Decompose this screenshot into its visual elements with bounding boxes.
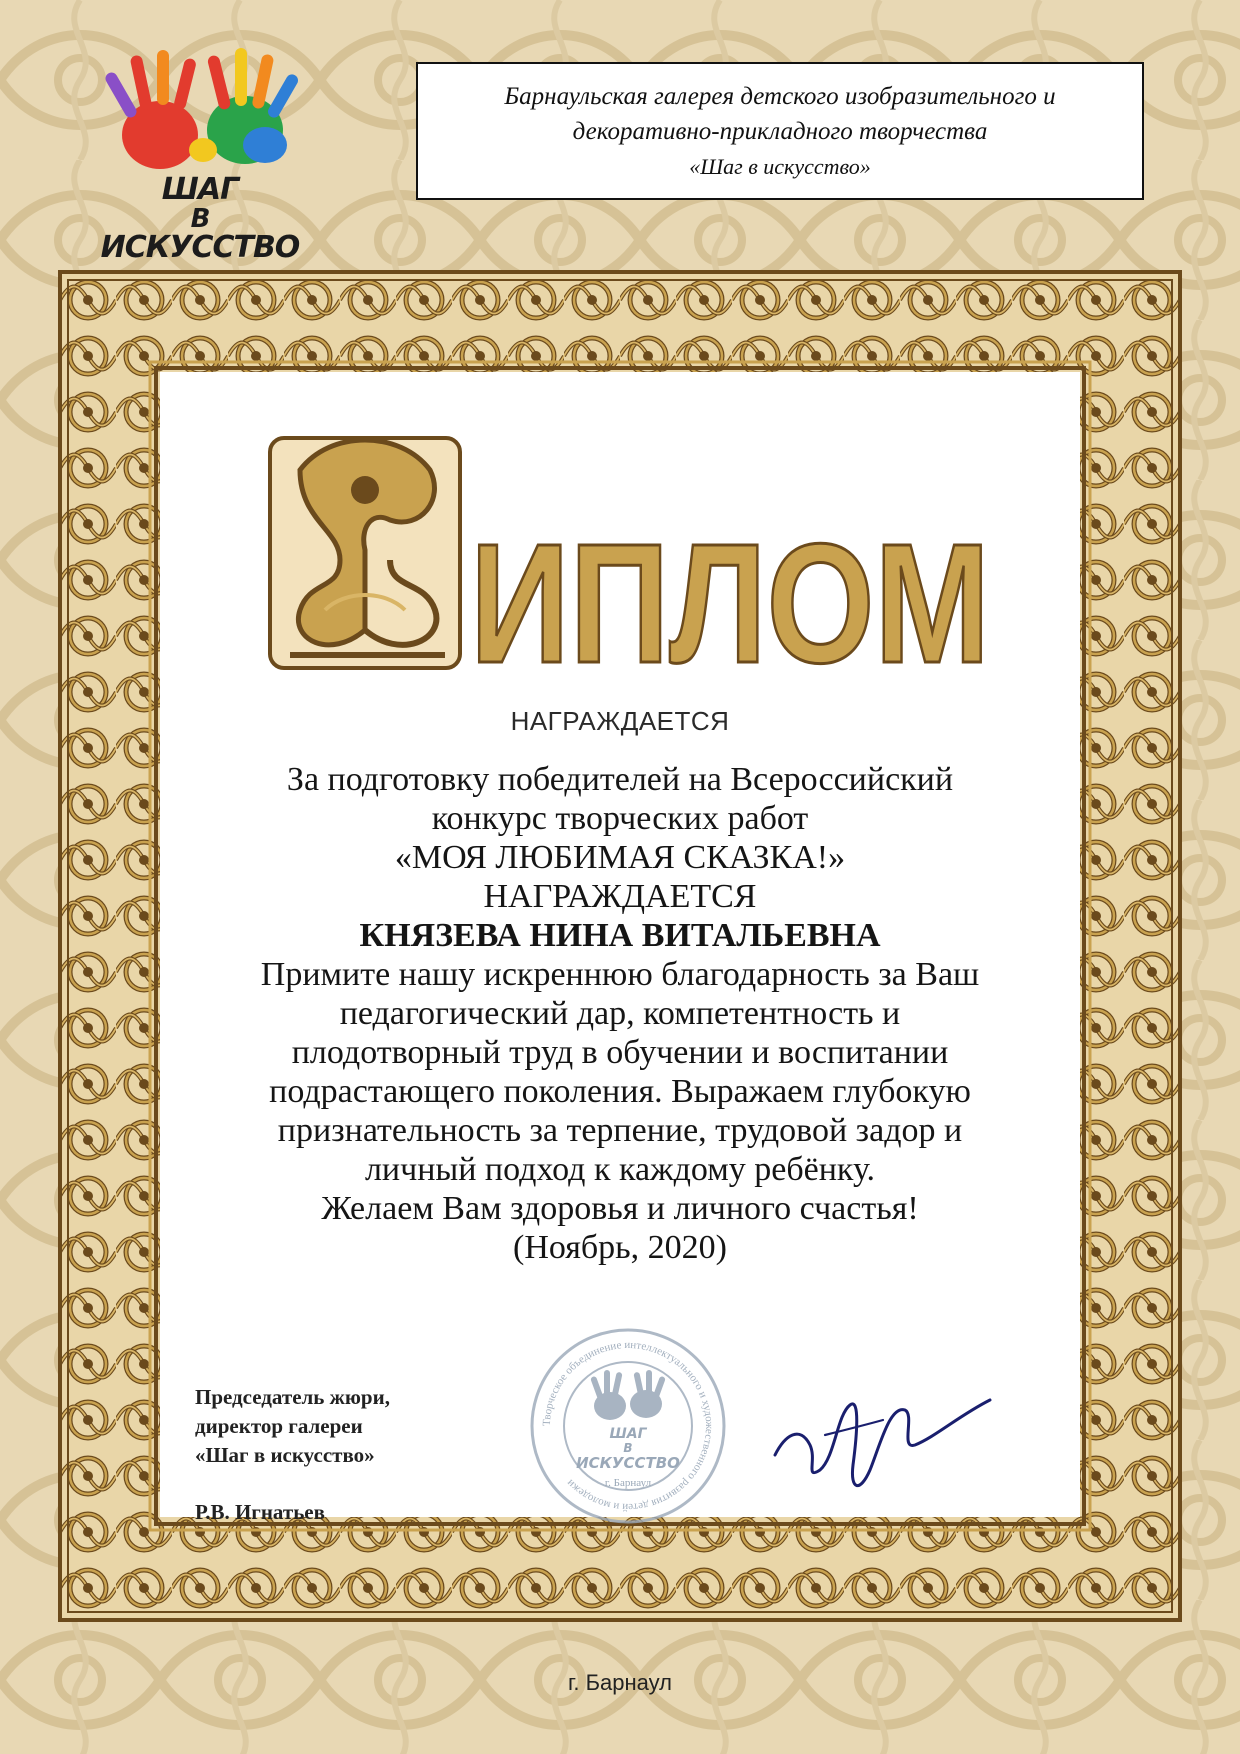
signatory-line-3: «Шаг в искусство» — [195, 1443, 375, 1467]
logo-line-3: ИСКУССТВО — [100, 230, 300, 265]
signatory-line-2: директор галереи — [195, 1414, 363, 1438]
body-line-4: НАГРАЖДАЕТСЯ — [483, 878, 757, 915]
signatory-title — [195, 1383, 515, 1470]
body-line-8: плодотворный труд в обучении и воспитании — [291, 1034, 949, 1071]
header-line-2: декоративно-прикладного творчества — [572, 117, 988, 145]
stamp-center-line-1: ШАГ — [609, 1426, 647, 1442]
logo-line-2: В — [190, 204, 210, 234]
stamp-city: г. Барнаул — [604, 1477, 652, 1489]
body-line-7: педагогический дар, компетентность и — [339, 995, 901, 1032]
ornate-letter-d — [270, 438, 460, 668]
diploma-body — [170, 760, 1070, 1267]
body-line-10: признательность за терпение, трудовой задор и — [277, 1112, 963, 1149]
stamp-center-line-3: ИСКУССТВО — [576, 1454, 680, 1472]
gallery-logo — [95, 40, 305, 280]
header-box — [416, 62, 1144, 200]
footer-city: г. Барнаул — [568, 1670, 672, 1695]
header-line-3: «Шаг в искусство» — [689, 153, 871, 179]
diploma-title — [270, 430, 1000, 699]
recipient-name: КНЯЗЕВА НИНА ВИТАЛЬЕВНА — [359, 917, 881, 954]
header-line-1: Барнаульская галерея детского изобразительного и — [504, 82, 1056, 110]
handwritten-signature-icon — [765, 1375, 995, 1505]
signatory-name: Р.В. Игнатьев — [195, 1500, 325, 1524]
logo-line-1: ШАГ — [161, 172, 239, 207]
body-line-3: «МОЯ ЛЮБИМАЯ СКАЗКА!» — [394, 839, 846, 876]
signatory-line-1: Председатель жюри, — [195, 1385, 390, 1409]
body-line-1: За подготовку победителей на Всероссийский — [286, 761, 954, 798]
title-text: ИПЛОМ — [470, 509, 990, 699]
body-line-2: конкурс творческих работ — [431, 800, 809, 837]
body-date: (Ноябрь, 2020) — [513, 1229, 727, 1266]
stamp-ring-text: Творческое объединение интеллектуального и художественного развития детей и молодежи — [540, 1338, 716, 1514]
body-line-9: подрастающего поколения. Выражаем глубокую — [269, 1073, 971, 1110]
stamp-center-line-2: В — [623, 1441, 633, 1455]
hands-stamp-icon — [528, 1326, 728, 1526]
body-line-6: Примите нашу искреннюю благодарность за Ваш — [260, 956, 980, 993]
painted-hands-icon — [95, 40, 305, 180]
body-line-12: Желаем Вам здоровья и личного счастья! — [321, 1190, 919, 1227]
body-line-11: личный подход к каждому ребёнку. — [364, 1151, 876, 1188]
awarded-label: НАГРАЖДАЕТСЯ — [510, 706, 730, 736]
